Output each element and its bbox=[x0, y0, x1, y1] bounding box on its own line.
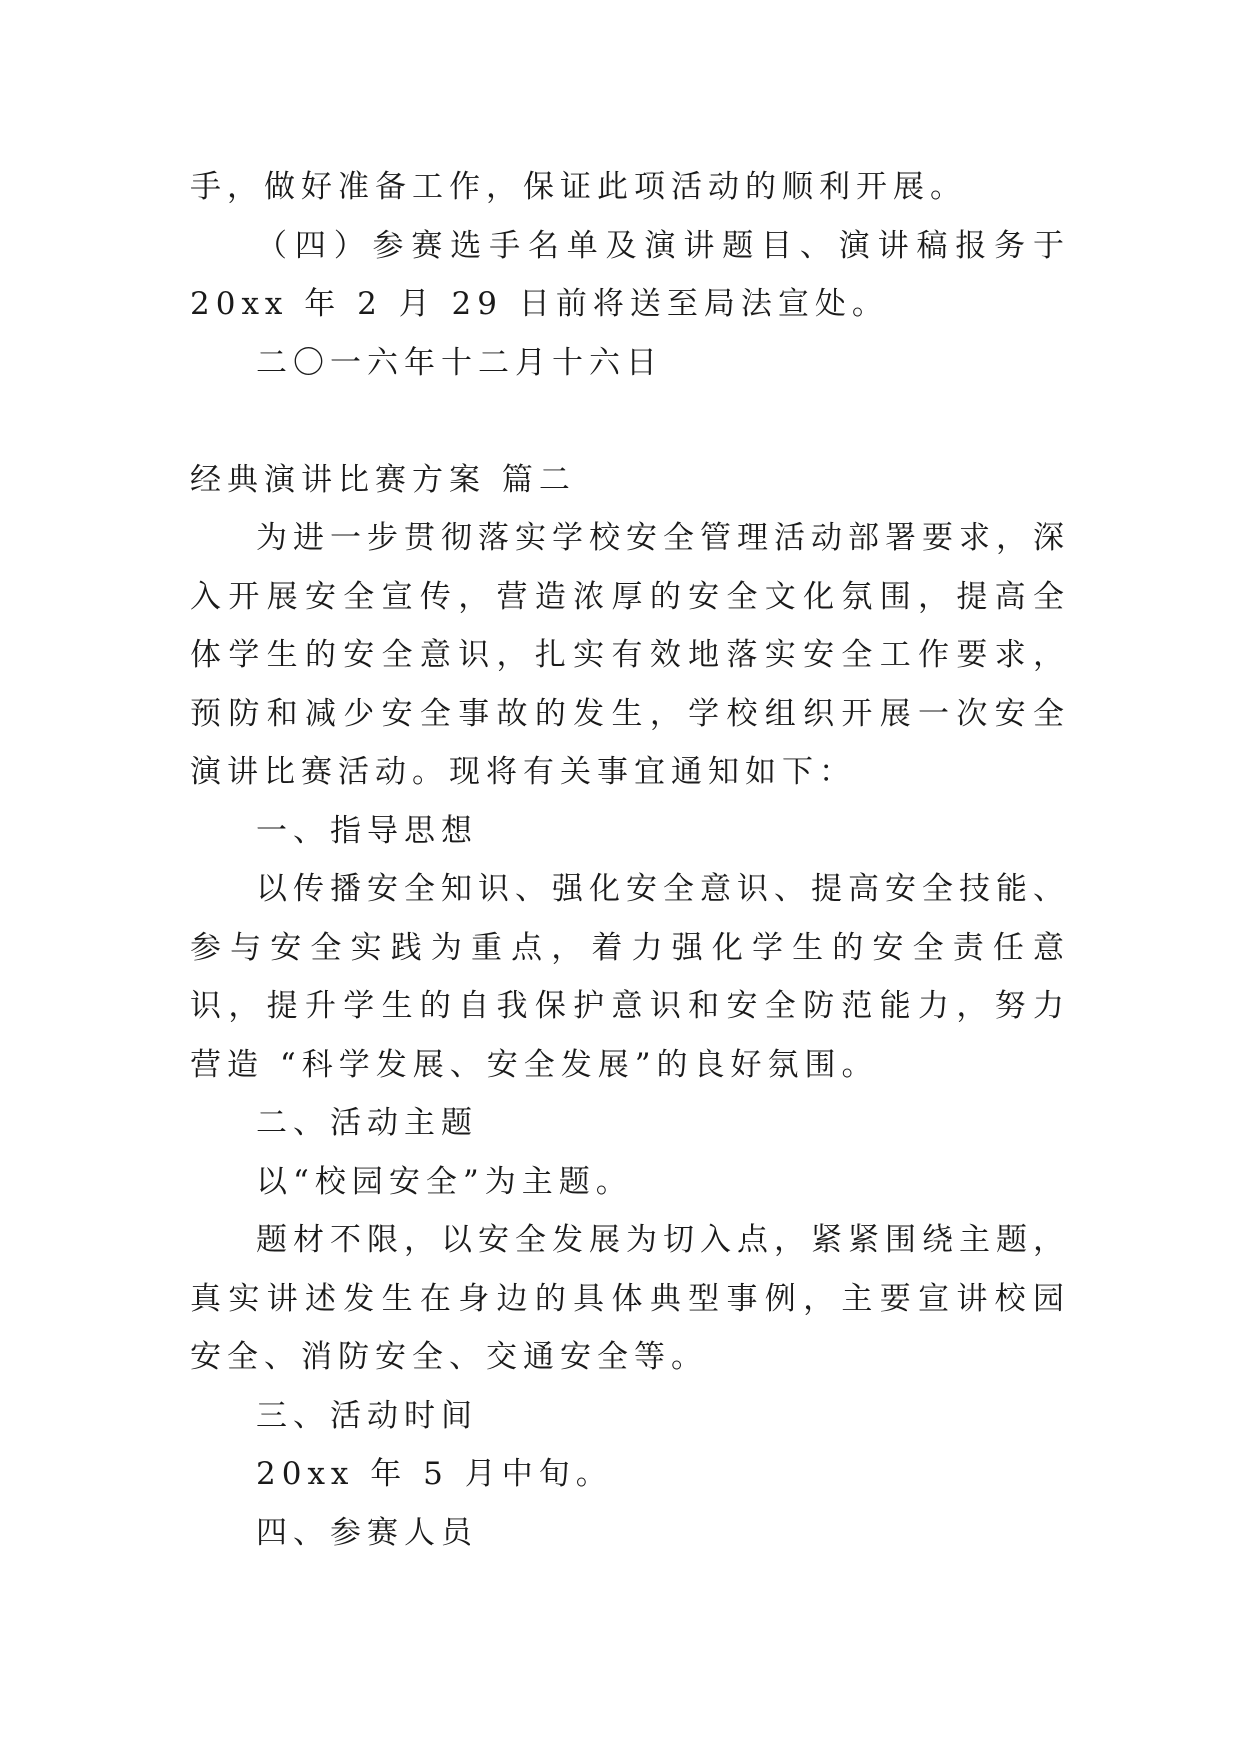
heading-guiding-ideology: 一、指导思想 bbox=[256, 812, 478, 849]
heading-activity-theme: 二、活动主题 bbox=[256, 1105, 478, 1141]
paragraph-activity-time: 20xx 年 5 月中旬。 bbox=[256, 1456, 613, 1492]
heading-activity-time: 三、活动时间 bbox=[256, 1397, 478, 1434]
section-title: 经典演讲比赛方案 篇二 bbox=[190, 461, 576, 498]
paragraph-intro: 为进一步贯彻落实学校安全管理活动部署要求，深入开展安全宣传，营造浓厚的安全文化氛围，提高全体学生的安全意识，扎实有效地落实安全工作要求，预防和减少安全事故的发生，学校组织开展一次安全演讲比赛活动。现将有关事宜通知如下： bbox=[190, 520, 1070, 790]
paragraph-theme: 以“校园安全”为主题。 bbox=[256, 1163, 633, 1200]
document-body bbox=[190, 158, 1070, 1562]
paragraph-submission-deadline: （四）参赛选手名单及演讲题目、演讲稿报务于 20xx 年 2 月 29 日前将送至局法宣处。 bbox=[190, 227, 1070, 322]
document-date: 二〇一六年十二月十六日 bbox=[256, 344, 663, 381]
paragraph-theme-details: 题材不限，以安全发展为切入点，紧紧围绕主题，真实讲述发生在身边的具体典型事例，主要宣讲校园安全、消防安全、交通安全等。 bbox=[190, 1222, 1070, 1375]
paragraph-guiding-ideology: 以传播安全知识、强化安全意识、提高安全技能、参与安全实践为重点，着力强化学生的安全责任意识，提升学生的自我保护意识和安全防范能力，努力营造 “科学发展、安全发展”的良好氛围。 bbox=[190, 871, 1070, 1083]
paragraph-continuation: 手，做好准备工作，保证此项活动的顺利开展。 bbox=[190, 169, 967, 205]
heading-participants: 四、参赛人员 bbox=[256, 1514, 478, 1551]
